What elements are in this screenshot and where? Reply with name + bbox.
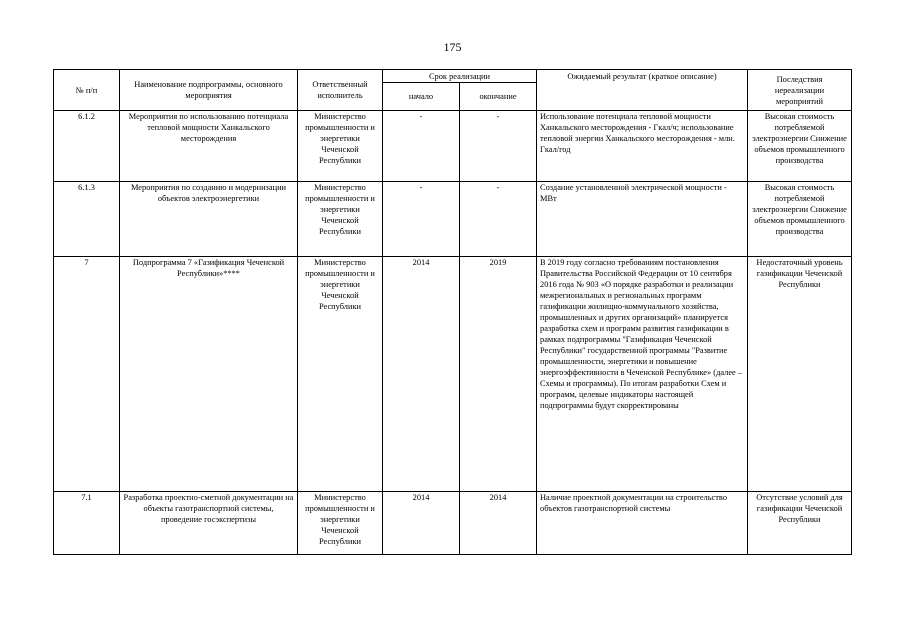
row-result: В 2019 году согласно требованиям постановления Правительства Российской Федерации от 10 сентября 2016 года № 903 «О порядке разработки и реализации межрегиональных и региональных программ газификации жилищно-коммунального хозяйства, промышленных и других организаций» планируется разработка схем и программ развития газификации в рамках подпрограммы "Газификация Чеченской Республики" государственной программы "Развитие промышленности, энергетики и повышение энергоэффективности в Чеченской Республике» (далее – Схемы и программы). По итогам разработки Схем и программ, целевые индикаторы настоящей подпрограммы будут скорректированы [537,257,748,492]
row-start: 2014 [383,257,460,492]
row-num: 7 [54,257,120,492]
row-responsible: Министерство промышленности и энергетики Чеченской Республики [298,182,383,257]
row-name: Разработка проектно-сметной документации на объекты газотранспортной системы, проведение госэкспертизы [120,492,298,555]
row-end: 2019 [460,257,537,492]
table-row [54,492,852,555]
row-responsible: Министерство промышленности и энергетики Чеченской Республики [298,492,383,555]
row-start: - [383,111,460,182]
row-start: 2014 [383,492,460,555]
row-result: Создание установленной электрической мощности - МВт [537,182,748,257]
row-end: 2014 [460,492,537,555]
row-name: Мероприятия по использованию потенциала тепловой мощности Ханкальского месторождения [120,111,298,182]
row-name: Мероприятия по созданию и модернизации объектов электроэнергетики [120,182,298,257]
row-num: 6.1.3 [54,182,120,257]
program-table [53,69,852,555]
row-num: 7.1 [54,492,120,555]
row-consequences: Отсутствие условий для газификации Чеченской Республики [748,492,852,555]
row-num: 6.1.2 [54,111,120,182]
header-result: Ожидаемый результат (краткое описание) [537,70,748,111]
row-consequences: Высокая стоимость потребляемой электроэнергии Снижение объемов промышленного производства [748,182,852,257]
header-num: № п/п [54,70,120,111]
header-row-1 [54,70,852,83]
header-consequences: Последствия нереализации мероприятий [748,70,852,111]
row-result: Использование потенциала тепловой мощности Ханкальского месторождения - Гкал/ч; использование тепловой энергии Ханкальского месторождения - млн. Гкал/год [537,111,748,182]
table-row [54,182,852,257]
row-end: - [460,111,537,182]
header-end: окончание [460,83,537,111]
row-consequences: Недостаточный уровень газификации Чеченской Республики [748,257,852,492]
header-responsible: Ответственный исполнитель [298,70,383,111]
row-responsible: Министерство промышленности и энергетики Чеченской Республики [298,111,383,182]
row-consequences: Высокая стоимость потребляемой электроэнергии Снижение объемов промышленного производства [748,111,852,182]
header-period: Срок реализации [383,70,537,83]
row-start: - [383,182,460,257]
table-row [54,111,852,182]
header-start: начало [383,83,460,111]
row-responsible: Министерство промышленности и энергетики Чеченской Республики [298,257,383,492]
row-result: Наличие проектной документации на строительство объектов газотранспортной системы [537,492,748,555]
table-row [54,257,852,492]
page-number: 175 [443,40,462,54]
row-name: Подпрограмма 7 «Газификация Чеченской Республики»**** [120,257,298,492]
header-name: Наименование подпрограммы, основного мероприятия [120,70,298,111]
row-end: - [460,182,537,257]
